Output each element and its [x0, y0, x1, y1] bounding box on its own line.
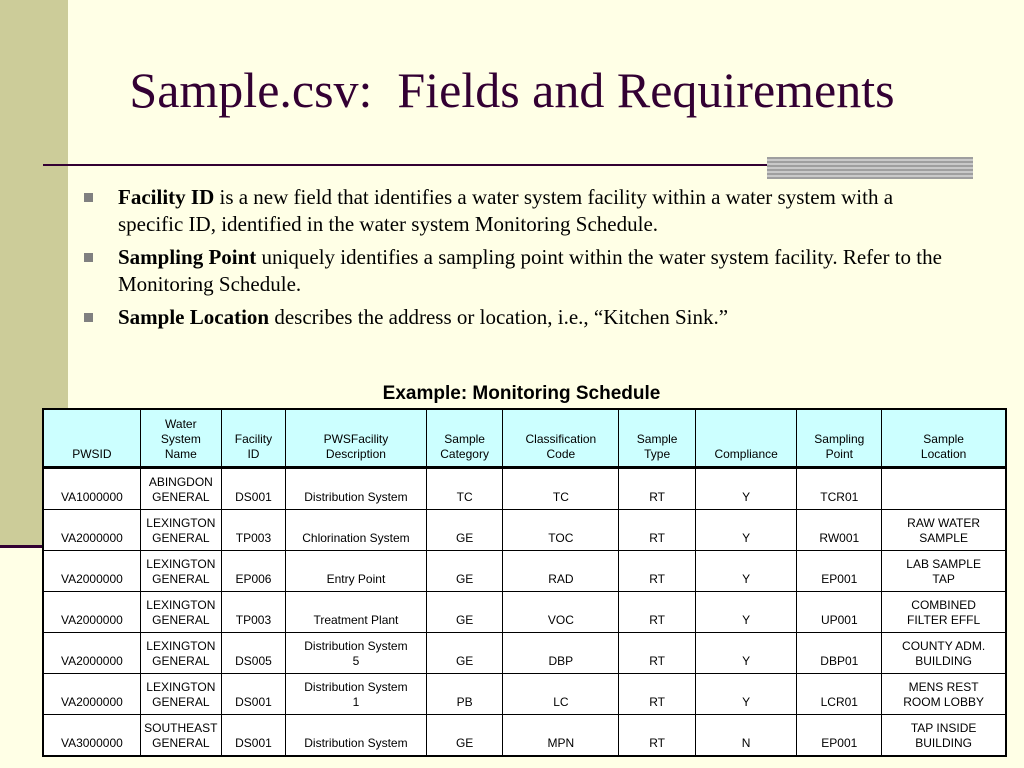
table-cell — [882, 715, 1006, 757]
cell-line: ROOM LOBBY — [903, 695, 984, 709]
cell-line: TP003 — [235, 531, 272, 545]
table-cell — [695, 551, 796, 592]
cell-line: Entry Point — [326, 572, 386, 586]
table-cell — [797, 551, 882, 592]
table-cell — [695, 715, 796, 757]
bullet-text: is a new field that identifies a water system facility within a water system with a specific ID, identified in the water system Monitoring Schedule. — [118, 185, 894, 236]
bullet-square-icon — [84, 313, 93, 322]
cell-line: TOC — [548, 531, 574, 545]
table-cell — [140, 715, 221, 757]
cell-line: N — [741, 736, 751, 750]
cell-line: VA2000000 — [60, 654, 123, 668]
cell-line: Y — [742, 695, 751, 709]
cell-line: LC — [553, 695, 569, 709]
cell-line: GENERAL — [152, 490, 210, 504]
table-cell — [426, 592, 503, 633]
cell-line: DS001 — [235, 490, 272, 504]
cell-line: Code — [546, 447, 576, 461]
cell-line: Classification — [525, 432, 597, 446]
table-row — [43, 715, 1006, 757]
column-header — [503, 409, 619, 468]
cell-line: Sample — [636, 432, 678, 446]
table-cell — [503, 510, 619, 551]
cell-line: DS001 — [235, 695, 272, 709]
table-cell — [286, 715, 427, 757]
bullet-item — [82, 184, 962, 238]
table-cell — [140, 551, 221, 592]
bullet-term: Sample Location — [118, 305, 270, 329]
bullet-square-icon — [84, 253, 93, 262]
table-cell — [503, 633, 619, 674]
table-cell — [503, 551, 619, 592]
table-cell — [619, 674, 696, 715]
bullet-list — [82, 184, 962, 337]
cell-line: GENERAL — [152, 531, 210, 545]
table-cell — [426, 551, 503, 592]
table-cell — [140, 633, 221, 674]
table-cell — [503, 592, 619, 633]
cell-line: COUNTY ADM. — [902, 639, 986, 653]
cell-line: LEXINGTON — [146, 639, 216, 653]
table-cell — [43, 715, 140, 757]
table-cell — [140, 468, 221, 510]
cell-line: Y — [742, 572, 751, 586]
cell-line: PB — [456, 695, 473, 709]
cell-line: LEXINGTON — [146, 516, 216, 530]
table-row — [43, 633, 1006, 674]
column-header — [797, 409, 882, 468]
cell-line: RT — [649, 572, 666, 586]
cell-line: TAP INSIDE — [910, 721, 977, 735]
cell-line: Y — [742, 490, 751, 504]
monitoring-schedule-table — [42, 408, 1007, 757]
cell-line: TC — [456, 490, 473, 504]
cell-line: SAMPLE — [919, 531, 968, 545]
column-header — [140, 409, 221, 468]
table-cell — [221, 510, 285, 551]
table-cell — [140, 674, 221, 715]
table-cell — [426, 633, 503, 674]
bullet-term: Sampling Point — [118, 245, 257, 269]
cell-line: GE — [455, 572, 474, 586]
cell-line: RW001 — [819, 531, 860, 545]
cell-line: EP001 — [821, 736, 858, 750]
cell-line: Sample — [923, 432, 964, 446]
cell-line: Facility — [234, 432, 273, 446]
table-cell — [43, 551, 140, 592]
table-cell — [221, 592, 285, 633]
cell-line: Distribution System — [304, 680, 408, 694]
bullet-term: Facility ID — [118, 185, 215, 209]
table-cell — [221, 551, 285, 592]
table-cell — [797, 468, 882, 510]
table-cell — [619, 592, 696, 633]
cell-line: EP006 — [235, 572, 272, 586]
cell-line: Description — [325, 447, 386, 461]
table-cell — [882, 468, 1006, 510]
cell-line: 1 — [352, 695, 360, 709]
table-cell — [797, 592, 882, 633]
table-cell — [882, 592, 1006, 633]
cell-line: EP001 — [821, 572, 858, 586]
cell-line: Point — [825, 447, 853, 461]
table-cell — [695, 468, 796, 510]
table-caption: Example: Monitoring Schedule — [382, 383, 661, 404]
table-cell — [221, 674, 285, 715]
cell-line: Name — [164, 447, 197, 461]
cell-line: BUILDING — [915, 736, 972, 750]
cell-line: GENERAL — [152, 613, 210, 627]
bullet-item — [82, 244, 962, 298]
cell-line: Category — [440, 447, 489, 461]
cell-line: Y — [742, 654, 751, 668]
cell-line: COMBINED — [911, 598, 976, 612]
header-row — [43, 409, 1006, 468]
cell-line: VA3000000 — [60, 736, 123, 750]
cell-line: TCR01 — [820, 490, 859, 504]
table-cell — [221, 468, 285, 510]
table-cell — [882, 674, 1006, 715]
cell-line: VOC — [547, 613, 574, 627]
cell-line: BUILDING — [915, 654, 972, 668]
cell-line: TP003 — [235, 613, 272, 627]
cell-line: Compliance — [714, 447, 778, 461]
table-cell — [43, 674, 140, 715]
cell-line: DS001 — [235, 736, 272, 750]
cell-line: LAB SAMPLE — [906, 557, 981, 571]
cell-line: GENERAL — [152, 654, 210, 668]
cell-line: SOUTHEAST — [144, 721, 218, 735]
cell-line: 5 — [352, 654, 360, 668]
table-cell — [286, 551, 427, 592]
table-cell — [619, 468, 696, 510]
table-cell — [695, 592, 796, 633]
table-cell — [619, 551, 696, 592]
table-cell — [797, 674, 882, 715]
table-cell — [503, 715, 619, 757]
bullet-item — [82, 304, 962, 331]
table-cell — [797, 633, 882, 674]
bullet-square-icon — [84, 193, 93, 202]
bullet-text: describes the address or location, i.e., “Kitchen Sink.” — [269, 305, 729, 329]
cell-line: Treatment Plant — [313, 613, 399, 627]
cell-line: GE — [455, 613, 474, 627]
cell-line: GENERAL — [152, 572, 210, 586]
cell-line: Type — [644, 447, 671, 461]
cell-line: LEXINGTON — [146, 680, 216, 694]
table-cell — [882, 633, 1006, 674]
table-cell — [43, 633, 140, 674]
table-cell — [503, 674, 619, 715]
table-cell — [286, 510, 427, 551]
cell-line: VA2000000 — [60, 572, 123, 586]
cell-line: TAP — [932, 572, 955, 586]
column-header — [426, 409, 503, 468]
cell-line: DBP — [548, 654, 574, 668]
cell-line: FILTER EFFL — [907, 613, 981, 627]
table-body — [43, 468, 1006, 757]
cell-line: GE — [455, 654, 474, 668]
cell-line: RT — [649, 695, 666, 709]
cell-line: RT — [649, 531, 666, 545]
table-header — [43, 409, 1006, 468]
cell-line: Water — [165, 417, 197, 431]
cell-line: PWSID — [72, 447, 112, 461]
column-header — [43, 409, 140, 468]
slide-title: Sample.csv: Fields and Requirements — [129, 62, 895, 118]
cell-line: RAW WATER — [907, 516, 981, 530]
cell-line: GE — [455, 736, 474, 750]
cell-line: RAD — [548, 572, 574, 586]
cell-line: VA2000000 — [60, 695, 123, 709]
column-header — [695, 409, 796, 468]
table-cell — [882, 510, 1006, 551]
cell-line: Sampling — [814, 432, 865, 446]
table-cell — [426, 715, 503, 757]
cell-line: VA2000000 — [60, 531, 123, 545]
table-cell — [286, 674, 427, 715]
cell-line: GENERAL — [152, 695, 210, 709]
cell-line: UP001 — [820, 613, 858, 627]
table-cell — [619, 715, 696, 757]
table-cell — [797, 510, 882, 551]
bullet-text: uniquely identifies a sampling point within the water system facility. Refer to the Monitoring Schedule. — [118, 245, 942, 296]
table-cell — [426, 510, 503, 551]
cell-line: LCR01 — [820, 695, 858, 709]
table-cell — [619, 510, 696, 551]
title-divider-accent — [767, 157, 973, 179]
cell-line: LEXINGTON — [146, 557, 216, 571]
column-header — [286, 409, 427, 468]
table-cell — [221, 633, 285, 674]
table-cell — [503, 468, 619, 510]
table-cell — [221, 715, 285, 757]
table-cell — [695, 510, 796, 551]
cell-line: LEXINGTON — [146, 598, 216, 612]
table-row — [43, 468, 1006, 510]
table-row — [43, 551, 1006, 592]
table-cell — [286, 592, 427, 633]
table-cell — [140, 592, 221, 633]
cell-line: MENS REST — [908, 680, 979, 694]
cell-line: Distribution System — [304, 490, 408, 504]
cell-line: RT — [649, 736, 666, 750]
cell-line: RT — [649, 654, 666, 668]
table-cell — [43, 468, 140, 510]
cell-line: RT — [649, 490, 666, 504]
table-cell — [619, 633, 696, 674]
cell-line: Chlorination System — [302, 531, 410, 545]
table-row — [43, 674, 1006, 715]
table-cell — [426, 468, 503, 510]
cell-line: Distribution System — [304, 639, 408, 653]
table-cell — [695, 633, 796, 674]
cell-line: Sample — [444, 432, 485, 446]
table-cell — [43, 592, 140, 633]
cell-line: Distribution System — [304, 736, 408, 750]
cell-line: Y — [742, 531, 751, 545]
table-cell — [695, 674, 796, 715]
cell-line: DBP01 — [820, 654, 859, 668]
cell-line: GENERAL — [152, 736, 210, 750]
table-row — [43, 592, 1006, 633]
cell-line: VA1000000 — [60, 490, 123, 504]
table-cell — [426, 674, 503, 715]
cell-line: PWSFacility — [323, 432, 389, 446]
cell-line: Location — [920, 447, 967, 461]
cell-line: RT — [649, 613, 666, 627]
cell-line: TC — [552, 490, 569, 504]
table-cell — [43, 510, 140, 551]
table-cell — [797, 715, 882, 757]
column-header — [882, 409, 1006, 468]
cell-line: GE — [455, 531, 474, 545]
table-cell — [286, 468, 427, 510]
column-header — [221, 409, 285, 468]
column-header — [619, 409, 696, 468]
cell-line: VA2000000 — [60, 613, 123, 627]
table-row — [43, 510, 1006, 551]
cell-line: ID — [247, 447, 260, 461]
cell-line: ABINGDON — [148, 475, 213, 489]
cell-line: Y — [742, 613, 751, 627]
table-cell — [286, 633, 427, 674]
table-cell — [140, 510, 221, 551]
cell-line: DS005 — [235, 654, 272, 668]
cell-line: System — [160, 432, 201, 446]
cell-line: MPN — [547, 736, 575, 750]
table-cell — [882, 551, 1006, 592]
